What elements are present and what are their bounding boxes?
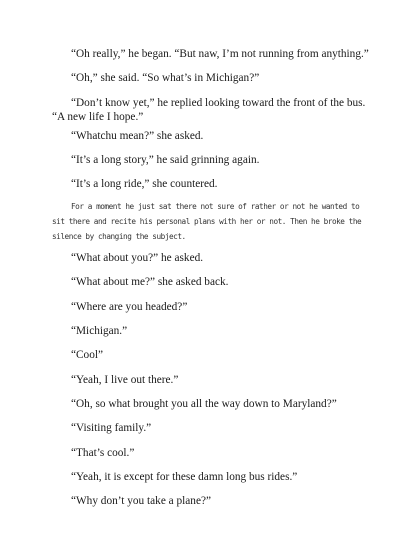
text-line: “Oh really,” he began. “But naw, I’m not running from anything.” — [71, 48, 369, 60]
text-line: “Don’t know yet,” he replied looking toward the front of the bus. — [71, 97, 366, 109]
text-line: “Michigan.” — [71, 325, 128, 337]
text-line: “Where are you headed?” — [71, 301, 188, 313]
text-line: sit there and recite his personal plans with her or not. Then he broke the — [52, 217, 362, 226]
text-line: “What about me?” she asked back. — [71, 276, 229, 288]
text-line: silence by changing the subject. — [52, 232, 186, 241]
text-line: “Oh,” she said. “So what’s in Michigan?” — [71, 72, 260, 84]
text-line: “It’s a long ride,” she countered. — [71, 178, 218, 190]
text-line: “What about you?” he asked. — [71, 252, 204, 264]
text-line: “A new life I hope.” — [52, 111, 144, 123]
text-line: “Visiting family.” — [71, 422, 152, 434]
text-line: “Whatchu mean?” she asked. — [71, 130, 204, 142]
text-line: “Why don’t you take a plane?” — [71, 495, 212, 507]
text-line: “Yeah, it is except for these damn long bus rides.” — [71, 471, 298, 483]
text-line: For a moment he just sat there not sure of rather or not he wanted to — [71, 202, 360, 211]
text-line: “Cool” — [71, 349, 103, 361]
text-line: “Oh, so what brought you all the way down to Maryland?” — [71, 398, 337, 410]
text-line: “Yeah, I live out there.” — [71, 374, 179, 386]
text-line: “That’s cool.” — [71, 447, 135, 459]
text-line: “It’s a long story,” he said grinning again. — [71, 154, 260, 166]
